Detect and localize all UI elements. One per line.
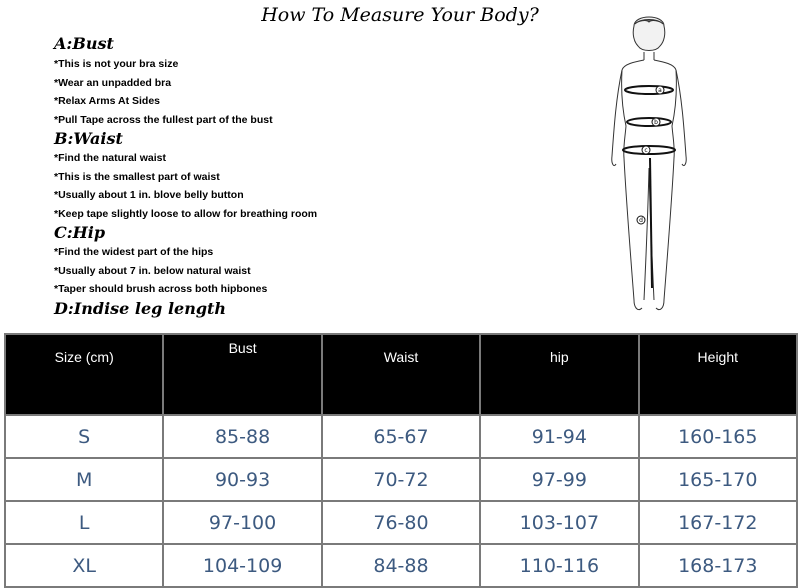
section-hip bbox=[54, 223, 574, 299]
instruction-item: *Keep tape slightly loose to allow for breathing room bbox=[54, 207, 318, 220]
cell-size: XL bbox=[5, 544, 163, 587]
cell-waist: 65-67 bbox=[322, 415, 480, 458]
section-waist bbox=[54, 129, 574, 223]
cell-size: S bbox=[5, 415, 163, 458]
measurement-instructions bbox=[54, 34, 574, 319]
instruction-item: *Relax Arms At Sides bbox=[54, 95, 161, 107]
table-header-row bbox=[5, 334, 797, 415]
marker-a: a bbox=[658, 87, 662, 94]
header-bust: Bust bbox=[163, 334, 321, 415]
cell-bust: 97-100 bbox=[163, 501, 321, 544]
header-hip: hip bbox=[480, 334, 638, 415]
section-heading: B:Waist bbox=[54, 129, 123, 148]
cell-height: 168-173 bbox=[639, 544, 797, 587]
size-chart-table bbox=[4, 333, 798, 588]
instruction-item: *Find the widest part of the hips bbox=[54, 246, 214, 258]
cell-waist: 84-88 bbox=[322, 544, 480, 587]
instruction-item: *This is not your bra size bbox=[54, 58, 179, 70]
page-title: How To Measure Your Body? bbox=[261, 4, 539, 26]
table-row bbox=[5, 501, 797, 544]
cell-hip: 91-94 bbox=[480, 415, 638, 458]
cell-height: 160-165 bbox=[639, 415, 797, 458]
instruction-item: *Wear an unpadded bra bbox=[54, 76, 172, 89]
marker-c: c bbox=[644, 147, 648, 154]
instruction-item: *Usually about 7 in. below natural waist bbox=[54, 264, 251, 277]
cell-hip: 97-99 bbox=[480, 458, 638, 501]
section-bust bbox=[54, 34, 574, 129]
section-leg bbox=[54, 299, 574, 319]
cell-waist: 70-72 bbox=[322, 458, 480, 501]
marker-d: d bbox=[639, 217, 643, 224]
section-heading: A:Bust bbox=[54, 34, 114, 53]
cell-hip: 103-107 bbox=[480, 501, 638, 544]
header-waist: Waist bbox=[322, 334, 480, 415]
cell-waist: 76-80 bbox=[322, 501, 480, 544]
instruction-item: *This is the smallest part of waist bbox=[54, 170, 220, 183]
cell-size: M bbox=[5, 458, 163, 501]
instruction-item: *Usually about 1 in. blove belly button bbox=[54, 189, 244, 201]
instruction-item: *Taper should brush across both hipbones bbox=[54, 283, 268, 295]
cell-hip: 110-116 bbox=[480, 544, 638, 587]
body-figure-illustration bbox=[594, 8, 704, 324]
cell-bust: 90-93 bbox=[163, 458, 321, 501]
table-row bbox=[5, 544, 797, 587]
marker-b: b bbox=[654, 119, 658, 126]
instruction-item: *Pull Tape across the fullest part of the bust bbox=[54, 113, 273, 126]
table-row bbox=[5, 415, 797, 458]
table-row bbox=[5, 458, 797, 501]
cell-bust: 85-88 bbox=[163, 415, 321, 458]
size-chart-table-wrapper bbox=[4, 333, 798, 577]
section-heading: C:Hip bbox=[54, 223, 106, 242]
header-size: Size (cm) bbox=[5, 334, 163, 415]
cell-height: 167-172 bbox=[639, 501, 797, 544]
section-heading: D:Indise leg length bbox=[54, 298, 227, 318]
instruction-item: *Find the natural waist bbox=[54, 152, 167, 164]
cell-size: L bbox=[5, 501, 163, 544]
cell-height: 165-170 bbox=[639, 458, 797, 501]
cell-bust: 104-109 bbox=[163, 544, 321, 587]
header-height: Height bbox=[639, 334, 797, 415]
